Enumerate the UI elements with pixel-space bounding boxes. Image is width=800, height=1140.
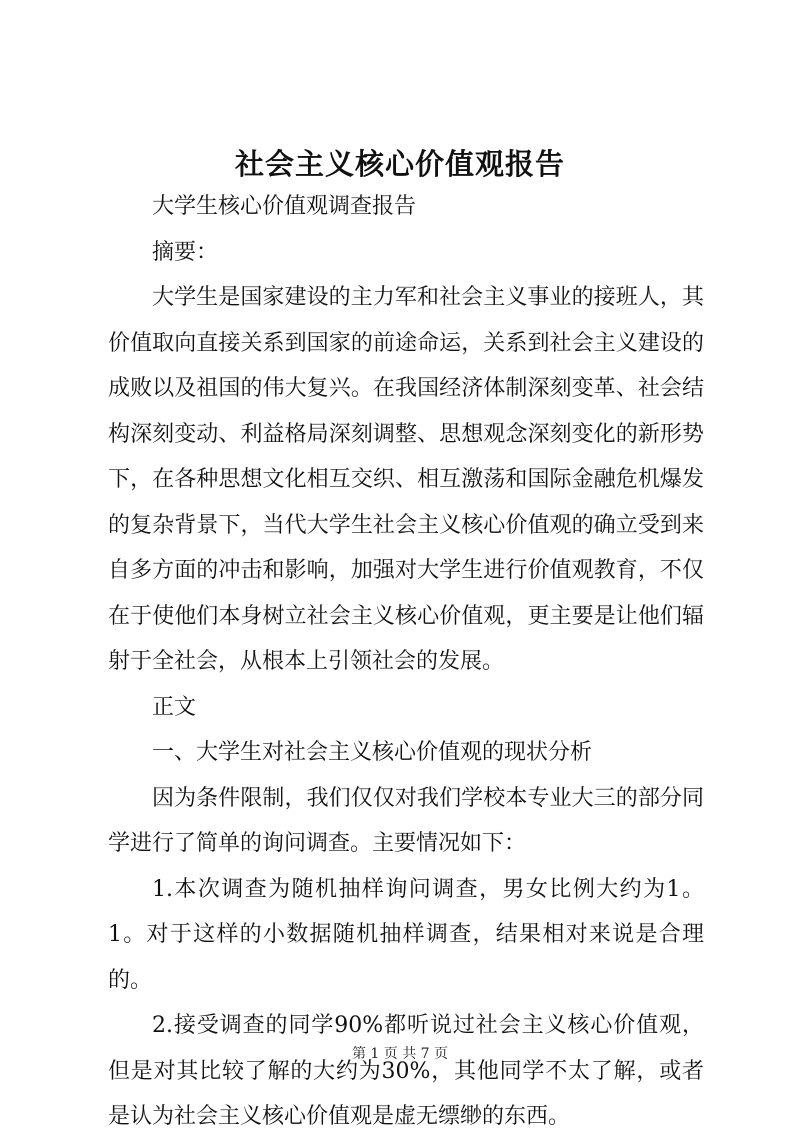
body-paragraph: 因为条件限制，我们仅仅对我们学校本专业大三的部分同学进行了简单的询问调查。主要情况如下： xyxy=(108,785,704,856)
page-number-footer: 第 1 页 共 7 页 xyxy=(351,1046,449,1062)
subtitle-paragraph: 大学生核心价值观调查报告 xyxy=(152,194,417,219)
section-heading: 一、大学生对社会主义核心价值观的现状分析 xyxy=(152,740,593,765)
main-text-heading: 正文 xyxy=(152,694,197,720)
document-body xyxy=(108,184,704,1140)
list-item-2: 2.接受调查的同学90%都听说过社会主义核心价值观，但是对其比较了解的大约为30%，其他同学不太了解，或者是认为社会主义核心价值观是虚无缥缈的东西。 xyxy=(108,1013,704,1129)
abstract-paragraph: 大学生是国家建设的主力军和社会主义事业的接班人，其价值取向直接关系到国家的前途命运，关系到社会主义建设的成败以及祖国的伟大复兴。在我国经济体制深刻变革、社会结构深刻变动、利益格局深刻调整、思想观念深刻变化的新形势下，在各种思想文化相互交织、相互激荡和国际金融危机爆发的复杂背景下，当代大学生社会主义核心价值观的确立受到来自多方面的冲击和影响，加强对大学生进行价值观教育，不仅在于使他们本身树立社会主义核心价值观，更主要是让他们辐射于全社会，从根本上引领社会的发展。 xyxy=(108,285,704,674)
document-title: 社会主义核心价值观报告 xyxy=(234,147,565,181)
abstract-heading: 摘要： xyxy=(152,239,219,265)
list-item-1: 1.本次调查为随机抽样询问调查，男女比例大约为1。1。对于这样的小数据随机抽样调查，结果相对来说是合理的。 xyxy=(108,876,704,993)
